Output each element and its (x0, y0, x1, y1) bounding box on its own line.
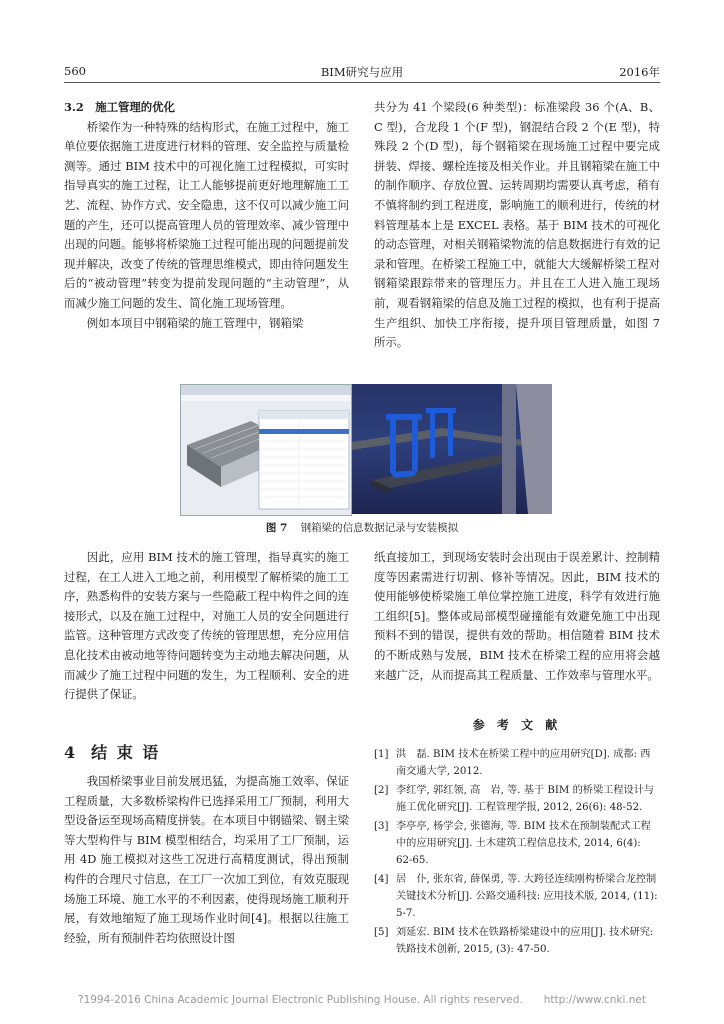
right-column-middle (374, 548, 660, 685)
figure-7-image (180, 384, 552, 514)
section-4-heading (64, 740, 174, 763)
bridge-model-drawing (181, 385, 351, 515)
left-column-top (64, 98, 349, 333)
section-4-number: 4 (64, 743, 78, 762)
right-column-top (374, 98, 660, 353)
reference-item: [1] 洪 磊. BIM 技术在桥梁工程中的应用研究[D]. 成都: 西南交通大学, 2012. (374, 749, 651, 777)
section-4-title: 结 束 语 (91, 743, 161, 762)
section-4-body (64, 772, 349, 948)
reference-item: [5] 刘延宏. BIM 技术在铁路桥梁建设中的应用[J]. 技术研究: 铁路技术创新, 2015, (3): 47-50. (374, 927, 654, 955)
reference-item: [2] 李红学, 郭红领, 高 岩, 等. 基于 BIM 的桥梁工程设计与施工优化研究[J]. 工程管理学报, 2012, 26(6): 48-52. (374, 785, 655, 813)
crane-girder-drawing (352, 384, 552, 514)
page-number: 560 (64, 64, 86, 78)
figure-caption-text: 钢箱梁的信息数据记录与安装模拟 (300, 522, 459, 534)
references-title: 参 考 文 献 (472, 718, 562, 732)
installation-simulation-render (352, 384, 552, 514)
section-3-2-para1: 桥梁作为一种特殊的结构形式，在施工过程中，施工单位要依据施工进度进行材料的管理、安全监控与质量检测等。通过 BIM 技术中的可视化施工过程模拟，可实时指导真实的施工过程，让工人能够提前更好地理解施工工艺、流程、协作方式、安全隐患，这不仅可以减少施工问题的产生，还可以提高管理人员的管理效率、减少管理中出现的问题。能够将桥梁施工过程可能出现的问题提前发现并解决，改变了传统的管理思维模式，即由待问题发生后的“被动管理”转变为提前发现问题的“主动管理”，从而减少施工问题的发生、简化施工现场管理。 (64, 119, 349, 310)
figure-7-caption (0, 520, 724, 535)
section-3-2-title: 3.2 施工管理的优化 (64, 100, 175, 114)
year: 2016年 (619, 65, 660, 79)
copyright-footer: ?1994-2016 China Academic Journal Electronic Publishing House. All rights reserved. http://www.cnki.net (78, 994, 646, 1006)
reference-item: [3] 李亭亭, 杨学会, 张德海, 等. BIM 技术在预制装配式工程中的应用研究[J]. 土木建筑工程信息技术, 2014, 6(4): 62-65. (374, 821, 651, 866)
right-col-top-text: 共分为 41 个梁段(6 种类型)：标准梁段 36 个(A、B、C 型)，合龙段 1 个(F 型)，钢混结合段 2 个(E 型)，特殊段 2 个(D 型)，每个钢箱梁在现场施工过程中要完成拼装、焊接、螺栓连接及相关作业。并且钢箱梁在施工中的制作顺序、存放位置、运转周期均需要认真考虑，稍有不慎将制约到工程进度，影响施工的顺利进行，传统的材料管理基本上是 EXCEL 表格。基于 BIM 技术的可视化的动态管理，对相关钢箱梁物流的信息数据进行有效的记录和管理。在桥梁工程施工中，就能大大缓解桥梁工程对钢箱梁跟踪带来的管理压力。并且在工人进入施工现场前，观看钢箱梁的信息及施工过程的模拟，也有利于提高生产组织、加快工序衔接，提升项目管理质量，如图 7 所示。 (374, 100, 660, 350)
left-column-middle (64, 548, 349, 705)
journal-name: BIM研究与应用 (320, 65, 404, 79)
section-4-text: 我国桥梁事业目前发展迅猛，为提高施工效率、保证工程质量，大多数桥梁构件已选择采用工厂预制，利用大型设备运至现场高精度拼装。在本项目中钢锚梁、钢主梁等大型构件与 BIM 模型相结合，均采用了工厂预制，运用 4D 施工模拟对这些工况进行高精度测试，得出预制构件的合理尺寸信息，在工厂一次加工到位，有效克服现场施工环境、施工水平的不利因素，使得现场施工顺利开展，有效地缩短了施工现场作业时间[4]。根据以往施工经验，所有预制件若均依照设计图 (64, 774, 349, 945)
right-col-mid-text: 纸直接加工，到现场安装时会出现由于误差累计、控制精度等因素需进行切割、修补等情况。因此，BIM 技术的使用能够使桥梁施工单位掌控施工进度，科学有效进行施工组织[5]。整体或局部模型碰撞能有效避免施工中出现预料不到的错误，提供有效的帮助。相信随着 BIM 技术的不断成熟与发展，BIM 技术在桥梁工程的应用将会越来越广泛，从而提高其工程质量、工作效率与管理水平。 (374, 550, 660, 682)
reference-item: [4] 居 仆, 张东省, 薛保勇, 等. 大跨径连续刚构桥梁合龙控制关键技术分析[J]. 公路交通科技: 应用技术版, 2014, (11): 5-7. (374, 874, 658, 919)
left-col-mid-text: 因此，应用 BIM 技术的施工管理，指导真实的施工过程，在工人进入工地之前，利用模型了解桥梁的施工工序，熟悉构件的安装方案与一些隐蔽工程中构件之间的连接形式，以及在施工过程中，对施工人员的安全问题进行监管。这种管理方式改变了传统的管理思想，充分应用信息化技术由被动地等待问题转变为主动地去解决问题，从而减少了施工过程中问题的发生，为工程顺利、安全的进行提供了保证。 (64, 550, 349, 702)
running-header (64, 62, 660, 83)
figure-label: 图 7 (265, 522, 288, 534)
references-list (374, 746, 660, 960)
revit-model-screenshot (180, 384, 352, 516)
section-3-2-para2: 例如本项目中钢箱梁的施工管理中，钢箱梁 (86, 315, 304, 330)
